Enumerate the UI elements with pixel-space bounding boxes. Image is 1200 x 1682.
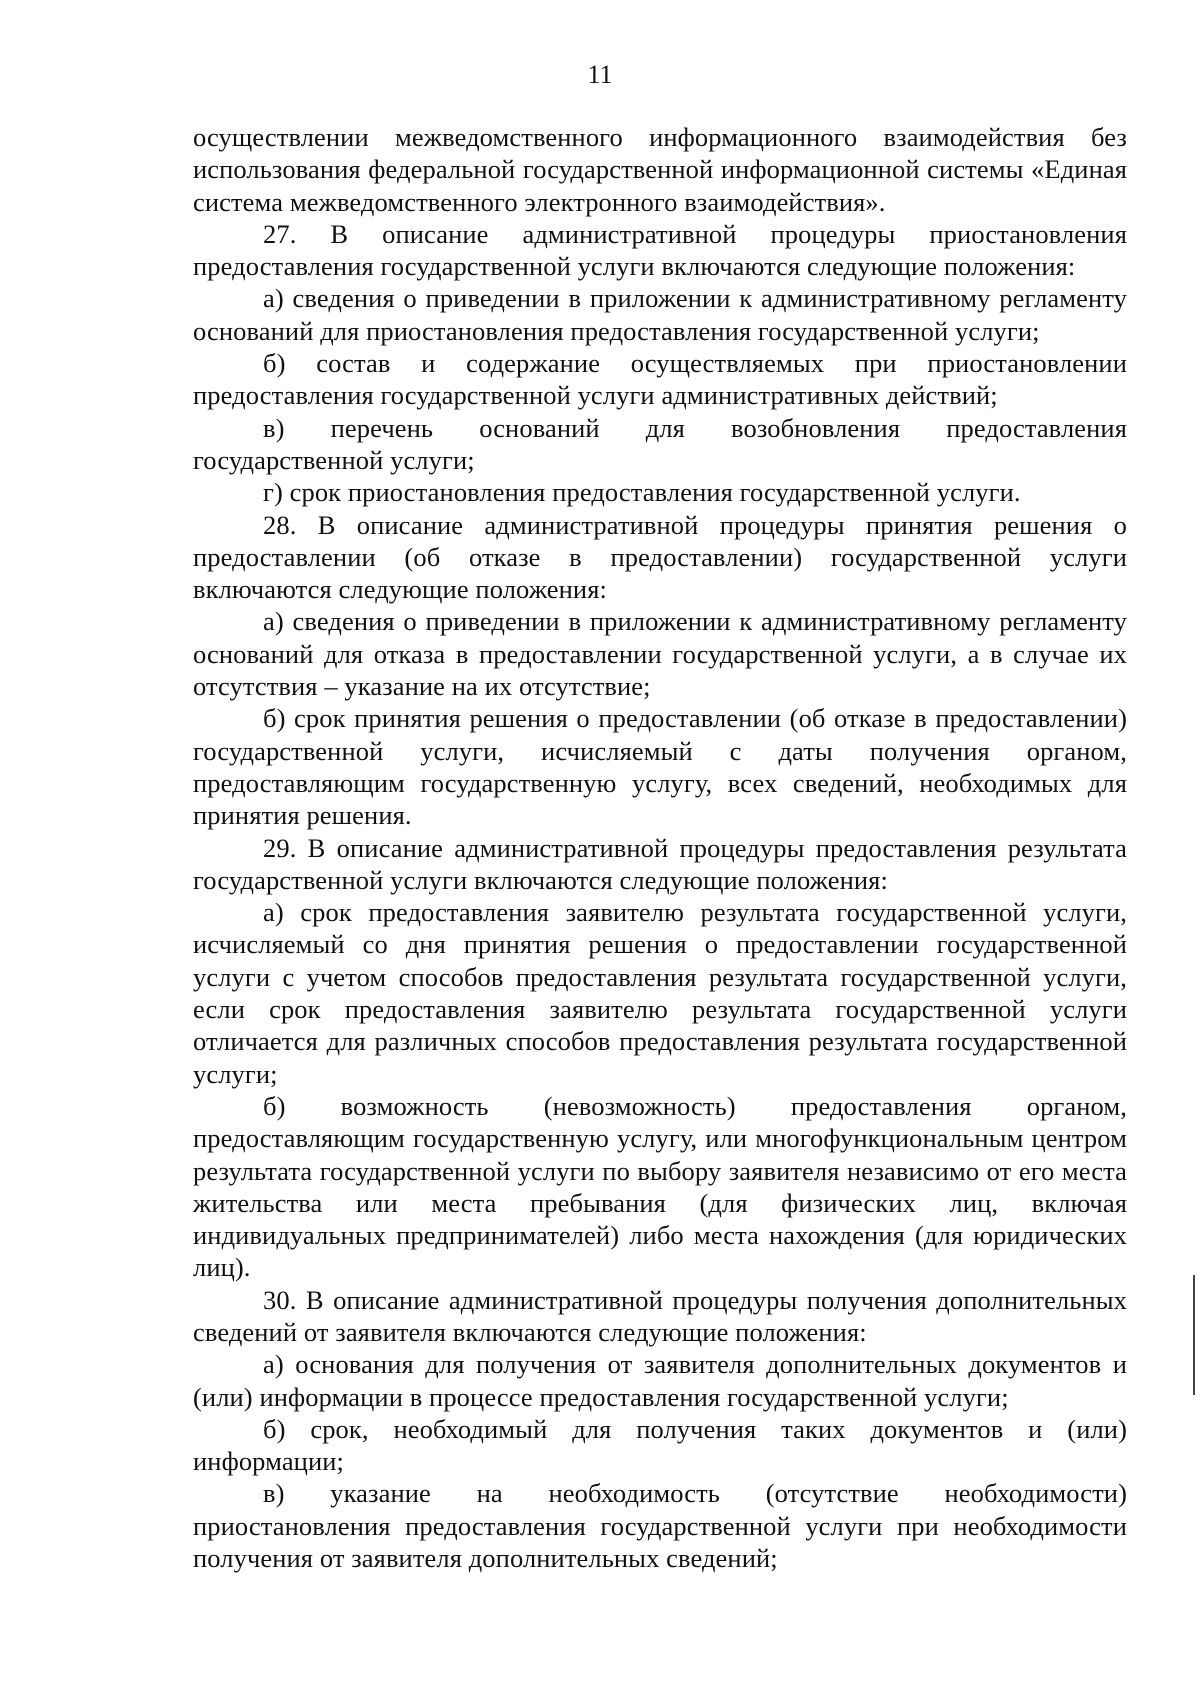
paragraph-28-b: б) срок принятия решения о предоставлении (об отказе в предоставлении) государственной услуги, исчисляемый с даты получения органом, предоставляющим государственную услугу, всех сведений, необходимых для принятия решения.: [193, 703, 1127, 831]
paragraph-29-a: а) срок предоставления заявителю результата государственной услуги, исчисляемый со дня принятия решения о предоставлении государственной услуги с учетом способов предоставления результата государственной услуги, если срок предоставления заявителю результата государственной услуги отличается для различных способов предоставления результата государственной услуги;: [193, 897, 1127, 1089]
document-body: [193, 121, 1127, 1574]
scan-edge-mark: [1193, 1275, 1195, 1395]
paragraph-27-g: г) срок приостановления предоставления государственной услуги.: [263, 477, 1021, 508]
paragraph-continuation: осуществлении межведомственного информационного взаимодействия без использования федеральной государственной информационной системы «Единая система межведомственного электронного взаимодействия».: [193, 122, 1127, 217]
paragraph-29-b: б) возможность (невозможность) предоставления органом, предоставляющим государственную услугу, или многофункциональным центром результата государственной услуги по выбору заявителя независимо от его места жительства или места пребывания (для физических лиц, включая индивидуальных предпринимателей) либо места нахождения (для юридических лиц).: [193, 1090, 1127, 1283]
page-number: 11: [587, 60, 613, 89]
paragraph-item-27: 27. В описание административной процедуры приостановления предоставления государственной услуги включаются следующие положения:: [193, 218, 1127, 282]
paragraph-item-29: 29. В описание административной процедуры предоставления результата государственной услуги включаются следующие положения:: [193, 832, 1127, 895]
paragraph-27-a: а) сведения о приведении в приложении к административному регламенту оснований для приостановления предоставления государственной услуги;: [193, 283, 1127, 346]
paragraph-28-a: а) сведения о приведении в приложении к административному регламенту оснований для отказа в предоставлении государственной услуги, а в случае их отсутствия – указание на их отсутствие;: [193, 606, 1127, 702]
paragraph-27-v: в) перечень оснований для возобновления предоставления государственной услуги;: [193, 412, 1127, 475]
paragraph-item-30: 30. В описание административной процедуры получения дополнительных сведений от заявителя включаются следующие положения:: [193, 1284, 1127, 1347]
paragraph-30-a: а) основания для получения от заявителя дополнительных документов и (или) информации в процессе предоставления государственной услуги;: [193, 1349, 1127, 1412]
paragraph-27-b: б) состав и содержание осуществляемых при приостановлении предоставления государственной услуги административных действий;: [193, 348, 1127, 411]
paragraph-30-v: в) указание на необходимость (отсутствие необходимости) приостановления предоставления государственной услуги при необходимости получения от заявителя дополнительных сведений;: [193, 1478, 1127, 1574]
paragraph-30-b: б) срок, необходимый для получения таких документов и (или) информации;: [193, 1413, 1127, 1477]
paragraph-item-28: 28. В описание административной процедуры принятия решения о предоставлении (об отказе в предоставлении) государственной услуги включаются следующие положения:: [193, 509, 1127, 605]
